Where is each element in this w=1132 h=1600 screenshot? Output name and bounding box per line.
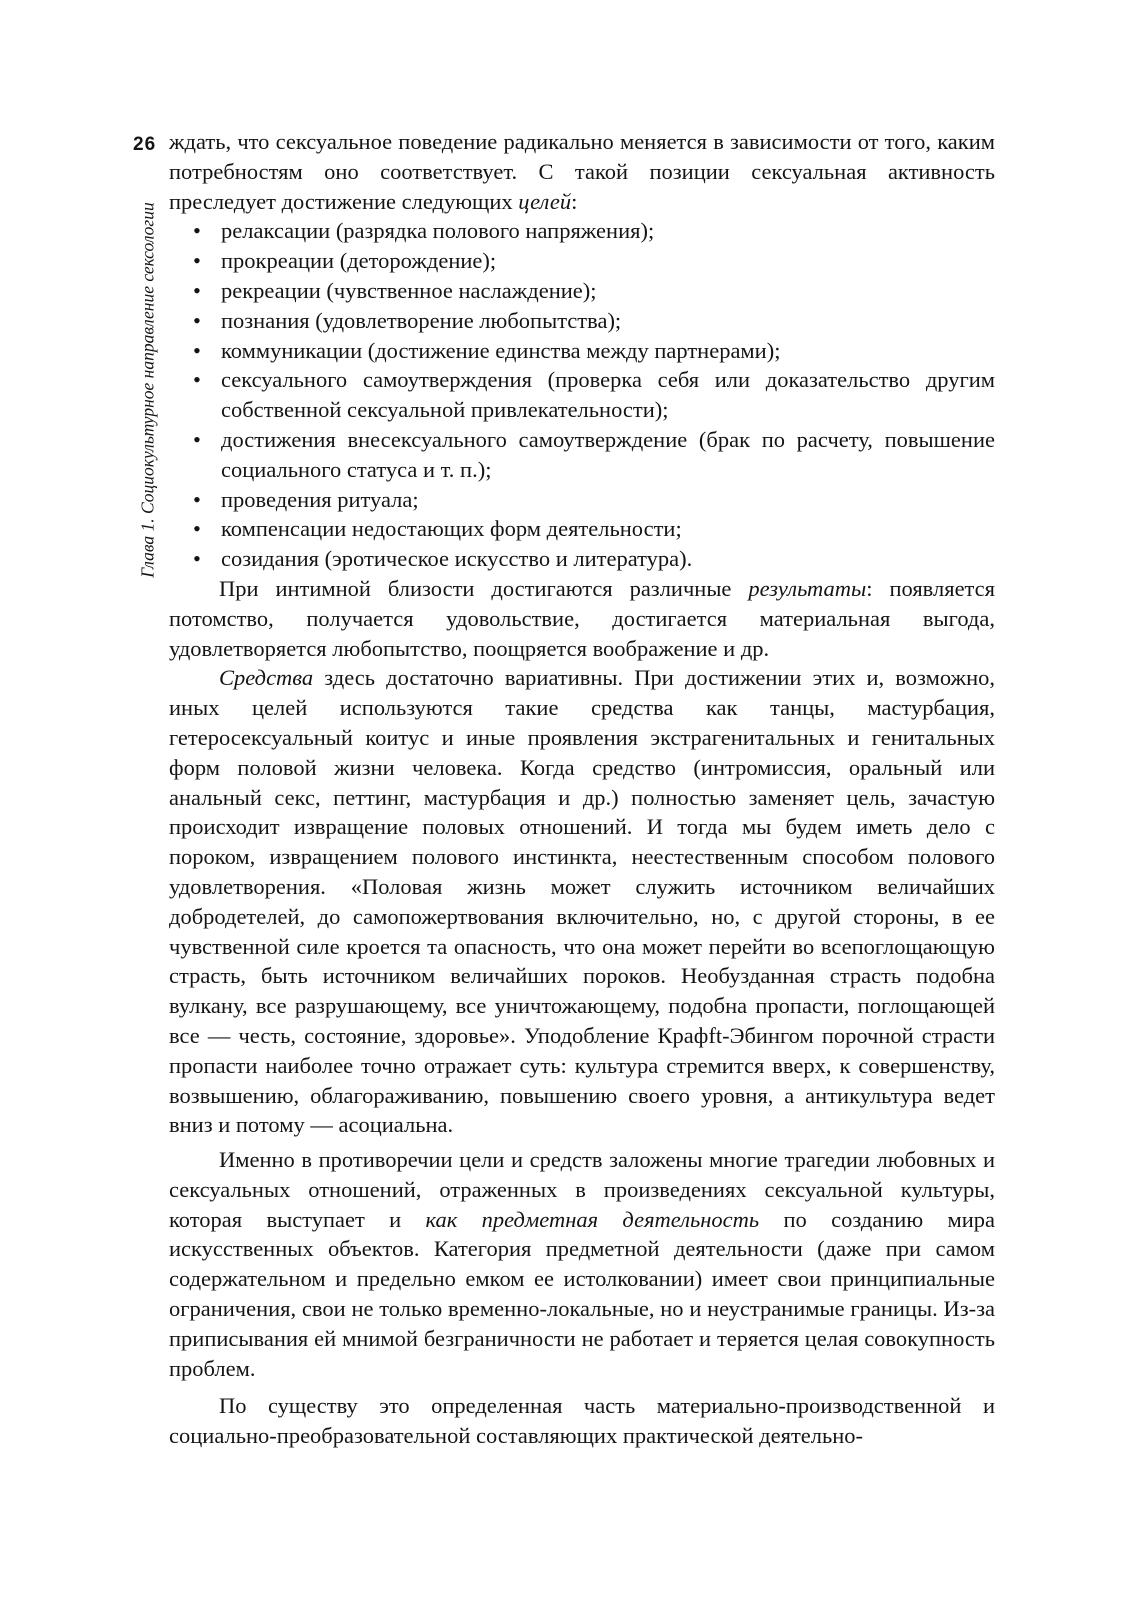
results-post: : появляется потомство, получается удовольствие, достигается материальная выгода, удовлетворяется любопытство, поощряется воображение и др. <box>169 575 995 661</box>
means-emphasis: Средства <box>219 665 314 691</box>
goal-item: • достижения внесексуального самоутверждение (брак по расчету, повышение социального статуса и т. п.); <box>221 425 995 485</box>
means-paragraph <box>169 663 995 1140</box>
goal-item: • проведения ритуала; <box>221 485 995 515</box>
means-post: здесь достаточно вариативны. При достижении этих и, возможно, иных целей используются такие средства как танцы, мастурбация, гетеросексуальный коитус и иные проявления экстрагенитальных и генитальных форм половой жизни человека. Когда средство (интромиссия, оральный или анальный секс, петтинг, мастурбация и др.) полностью заменяет цель, зачастую происходит извращение половых отношений. И тогда мы будем иметь дело с пороком, извращением полового инстинкта, неестественным способом полового удовлетворения. «Половая жизнь может служить источником величайших добродетелей, до самопожертвования включительно, но, с другой стороны, в ее чувственной силе кроется та опасность, что она может перейти во всепоглощающую страсть, быть источником величайших пороков. Необузданная страсть подобна вулкану, все разрушающему, все уничтожающему, подобна пропасти, поглощающей все — честь, состояние, здоровье». Уподобление Крафft-Эбингом порочной страсти пропасти наиболее точно отражает суть: культура стремится вверх, к совершенству, возвышению, облагораживанию, повышению своего уровня, а антикультура ведет вниз и потому — асоциальна. <box>169 665 995 1138</box>
contradiction-paragraph <box>169 1145 995 1383</box>
goal-item: • коммуникации (достижение единства между партнерами); <box>221 336 995 366</box>
goal-item: • познания (удовлетворение любопытства); <box>221 306 995 336</box>
contradiction-emphasis: как предметная деятельность <box>425 1206 760 1232</box>
goal-item: • сексуального самоутверждения (проверка себя или доказательство другим собственной сексуальной привлекательности); <box>221 365 995 425</box>
results-emphasis: результаты <box>748 575 867 601</box>
goal-item: • компенсации недостающих форм деятельности; <box>221 514 995 544</box>
intro-emphasis: целей <box>518 188 572 214</box>
results-pre: При интимной близости достигаются различные <box>219 575 749 601</box>
last-paragraph: По существу это определенная часть материально-производственной и социально-преобразовательной составляющих практической деятельно- <box>169 1393 995 1449</box>
goals-list <box>169 216 995 574</box>
goal-item: • созидания (эротическое искусство и литература). <box>221 544 995 574</box>
intro-text: ждать, что сексуальное поведение радикально меняется в зависимости от того, каким потребностям оно соответствует. С такой позиции сексуальная активность преследует достижение следующих <box>169 129 995 214</box>
page-number: 26 <box>133 134 157 155</box>
contradiction-post: по созданию мира искусственных объектов. Категория предметной деятельности (даже при самом содержательном и предельно емком ее истолковании) имеет свои принципиальные ограничения, свои не только временно-локальные, но и неустранимые границы. Из-за приписывания ей мнимой безграничности не работает и теряется целая совокупность проблем. <box>169 1206 995 1381</box>
results-paragraph <box>169 574 995 663</box>
intro-paragraph <box>169 127 995 216</box>
goal-item: • рекреации (чувственное наслаждение); <box>221 276 995 306</box>
contradiction-pre: Именно в противоречии цели и средств заложены многие трагедии любовных и сексуальных отношений, отраженных в произведениях сексуальной культуры, которая выступает и <box>169 1147 995 1232</box>
running-head: Глава 1. Социокультурное направление сексологии <box>137 202 158 578</box>
goal-item: • релаксации (разрядка полового напряжения); <box>221 216 995 246</box>
page-body <box>169 127 995 1451</box>
goal-item: • прокреации (деторождение); <box>221 246 995 276</box>
intro-tail: : <box>571 188 578 214</box>
